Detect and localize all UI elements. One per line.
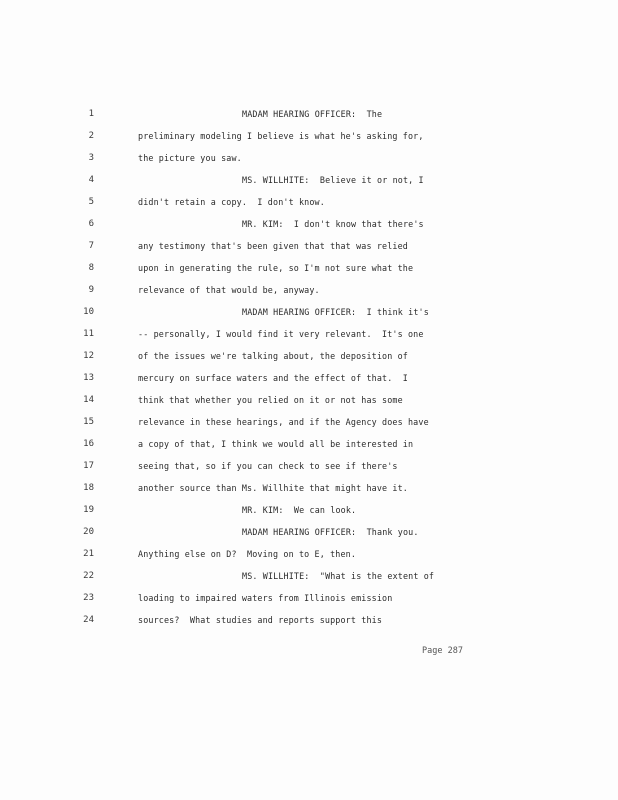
line-text: relevance in these hearings, and if the Agency does have [138,417,429,427]
transcript-line [0,152,618,174]
line-text: a copy of that, I think we would all be interested in [138,439,414,449]
line-text: MR. KIM: We can look. [242,505,357,515]
line-text: preliminary modeling I believe is what he's asking for, [138,131,424,141]
line-number: 9 [88,285,94,295]
transcript-line [0,394,618,416]
transcript-line [0,174,618,196]
line-number: 15 [83,417,94,427]
transcript-line [0,526,618,548]
line-text: upon in generating the rule, so I'm not sure what the [138,263,414,273]
line-text: loading to impaired waters from Illinois emission [138,593,393,603]
line-text: Anything else on D? Moving on to E, then. [138,549,357,559]
line-number: 16 [83,439,94,449]
line-text: think that whether you relied on it or not has some [138,395,403,405]
line-number: 3 [88,153,94,163]
transcript-line [0,218,618,240]
transcript-line [0,614,618,636]
line-text: -- personally, I would find it very relevant. It's one [138,329,424,339]
line-text: of the issues we're talking about, the deposition of [138,351,408,361]
transcript-line [0,438,618,460]
transcript-line [0,372,618,394]
line-number: 6 [88,219,94,229]
line-text: MADAM HEARING OFFICER: I think it's [242,307,429,317]
line-number: 5 [88,197,94,207]
line-text: MR. KIM: I don't know that there's [242,219,424,229]
line-number: 2 [88,131,94,141]
line-number: 11 [83,329,94,339]
line-number: 4 [88,175,94,185]
line-number: 23 [83,593,94,603]
line-number: 18 [83,483,94,493]
line-text: MADAM HEARING OFFICER: The [242,109,383,119]
page-number: Page 287 [422,646,463,656]
line-text: MS. WILLHITE: "What is the extent of [242,571,435,581]
line-text: another source than Ms. Willhite that might have it. [138,483,408,493]
transcript-line [0,196,618,218]
line-number: 10 [83,307,94,317]
line-number: 1 [88,109,94,119]
line-text: sources? What studies and reports support this [138,615,383,625]
line-number: 14 [83,395,94,405]
transcript-line [0,548,618,570]
line-number: 7 [88,241,94,251]
transcript-line [0,240,618,262]
line-text: any testimony that's been given that that was relied [138,241,408,251]
transcript-line [0,328,618,350]
line-text: MS. WILLHITE: Believe it or not, I [242,175,424,185]
transcript-line [0,108,618,130]
line-text: didn't retain a copy. I don't know. [138,197,325,207]
line-number: 8 [88,263,94,273]
transcript-line [0,350,618,372]
transcript-line [0,504,618,526]
transcript-line [0,460,618,482]
transcript-line [0,570,618,592]
transcript-line [0,482,618,504]
line-number: 12 [83,351,94,361]
line-text: relevance of that would be, anyway. [138,285,320,295]
transcript-line [0,284,618,306]
line-number: 13 [83,373,94,383]
line-text: mercury on surface waters and the effect of that. I [138,373,408,383]
line-text: seeing that, so if you can check to see if there's [138,461,398,471]
line-number: 24 [83,615,94,625]
line-number: 20 [83,527,94,537]
line-text: MADAM HEARING OFFICER: Thank you. [242,527,419,537]
line-number: 21 [83,549,94,559]
transcript-line [0,592,618,614]
transcript-line [0,306,618,328]
transcript-line [0,262,618,284]
line-text: the picture you saw. [138,153,242,163]
line-number: 19 [83,505,94,515]
transcript-line [0,130,618,152]
transcript-line [0,416,618,438]
line-number: 22 [83,571,94,581]
line-number: 17 [83,461,94,471]
